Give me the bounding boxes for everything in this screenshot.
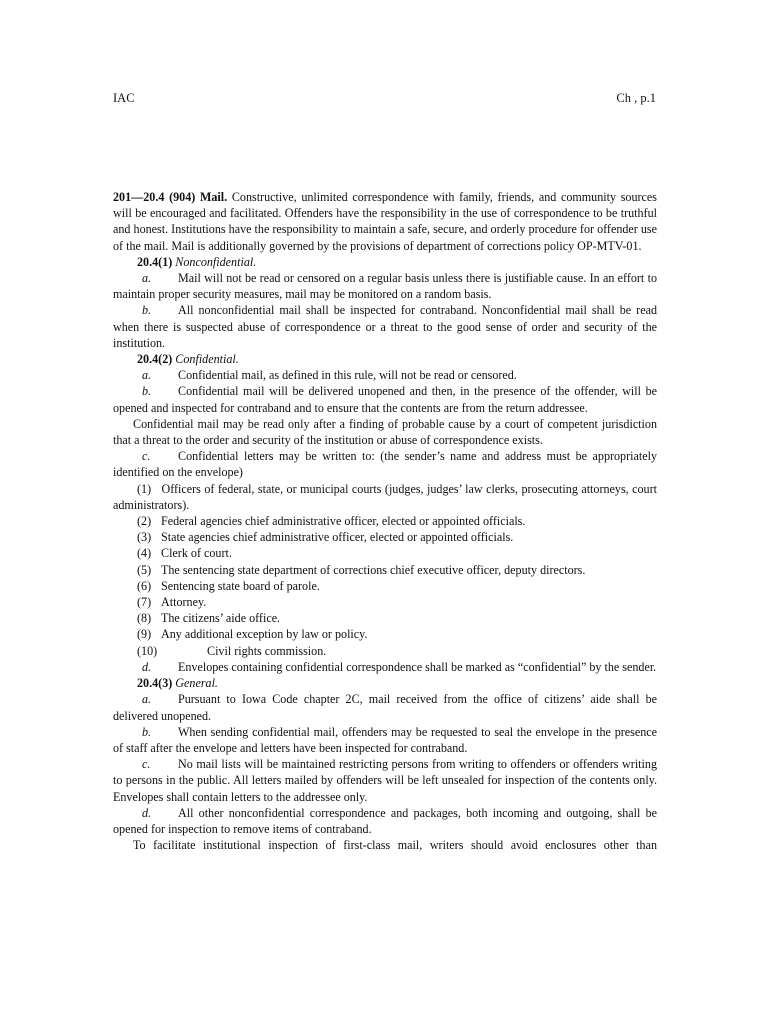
subrule-3-a: a. Pursuant to Iowa Code chapter 2C, mail received from the office of citizens’ aide shall be delivered unopened. [113,692,657,723]
list-item: (1) Officers of federal, state, or municipal courts (judges, judges’ law clerks, prosecuting attorneys, court administrators). [113,481,657,512]
list-item: (8) The citizens’ aide office. [137,611,281,626]
list-item: (5) The sentencing state department of corrections chief executive officer, deputy directors. [137,562,586,577]
subrule-1-heading: 20.4(1) Nonconfidential. [137,254,257,269]
subrule-3-heading: 20.4(3) General. [137,676,218,691]
rule-number: 201—20.4 (904) [113,190,196,204]
document-body [113,189,657,853]
list-item: (4) Clerk of court. [137,546,232,561]
subrule-3-b: b. When sending confidential mail, offenders may be requested to seal the envelope in the presence of staff after the envelope and letters have been inspected for contraband. [113,724,657,755]
subrule-3-c: c. No mail lists will be maintained restricting persons from writing to offenders or offenders writing to persons in the public. All letters mailed by offenders will be left unsealed for inspection of the contents only. Envelopes shall contain letters to the addressee only. [113,757,657,804]
subrule-3-d: d. All other nonconfidential correspondence and packages, both incoming and outgoing, shall be opened for inspection to remove items of contraband. [113,805,657,836]
subrule-1-b: b. All nonconfidential mail shall be inspected for contraband. Nonconfidential mail shall be read when there is suspected abuse of correspondence or a threat to the good sense of order and security of the institution. [113,303,657,350]
subrule-2-d: d. Envelopes containing confidential correspondence shall be marked as “confidential” by the sender. [142,659,657,674]
rule-intro [113,189,657,254]
subrule-2-heading: 20.4(2) Confidential. [137,352,239,367]
subrule-2-a: a. Confidential mail, as defined in this rule, will not be read or censored. [142,368,517,383]
list-item: (9) Any additional exception by law or policy. [137,627,368,642]
rule-intro-text: Constructive, unlimited correspondence with family, friends, and community sources will be encouraged and facilitated. Offenders have the responsibility in the use of correspondence to be truthful and honest. Institutions have the responsibility to maintain a safe, secure, and orderly procedure for offender use of the mail. Mail is additionally governed by the provisions of department of corrections policy OP-MTV-01. [113,190,657,253]
subrule-1-a: a. Mail will not be read or censored on a regular basis unless there is justifiable cause. In an effort to maintain proper security measures, mail may be monitored on a random basis. [113,271,657,302]
subrule-2-c: c. Confidential letters may be written to: (the sender’s name and address must be appropriately identified on the envelope) [113,449,657,480]
header-left: IAC [113,91,135,105]
list-item: (7) Attorney. [137,595,207,610]
list-item: (2) Federal agencies chief administrative officer, elected or appointed officials. [137,514,526,529]
rule-title: Mail. [199,190,228,204]
list-item: (6) Sentencing state board of parole. [137,578,320,593]
subrule-2-probable-cause: Confidential mail may be read only after a finding of probable cause by a court of competent jurisdiction that a threat to the order and security of the institution or abuse of correspondence exists. [113,416,657,448]
subrule-3-facilitate: To facilitate institutional inspection of first-class mail, writers should avoid enclosures other than [133,838,657,853]
header-right: Ch , p.1 [616,91,656,105]
subrule-2-b: b. Confidential mail will be delivered unopened and then, in the presence of the offender, will be opened and inspected for contraband and to ensure that the contents are from the return addressee. [113,384,657,415]
list-item: (3) State agencies chief administrative officer, elected or appointed officials. [137,530,514,545]
list-item: (10) Civil rights commission. [137,643,327,658]
